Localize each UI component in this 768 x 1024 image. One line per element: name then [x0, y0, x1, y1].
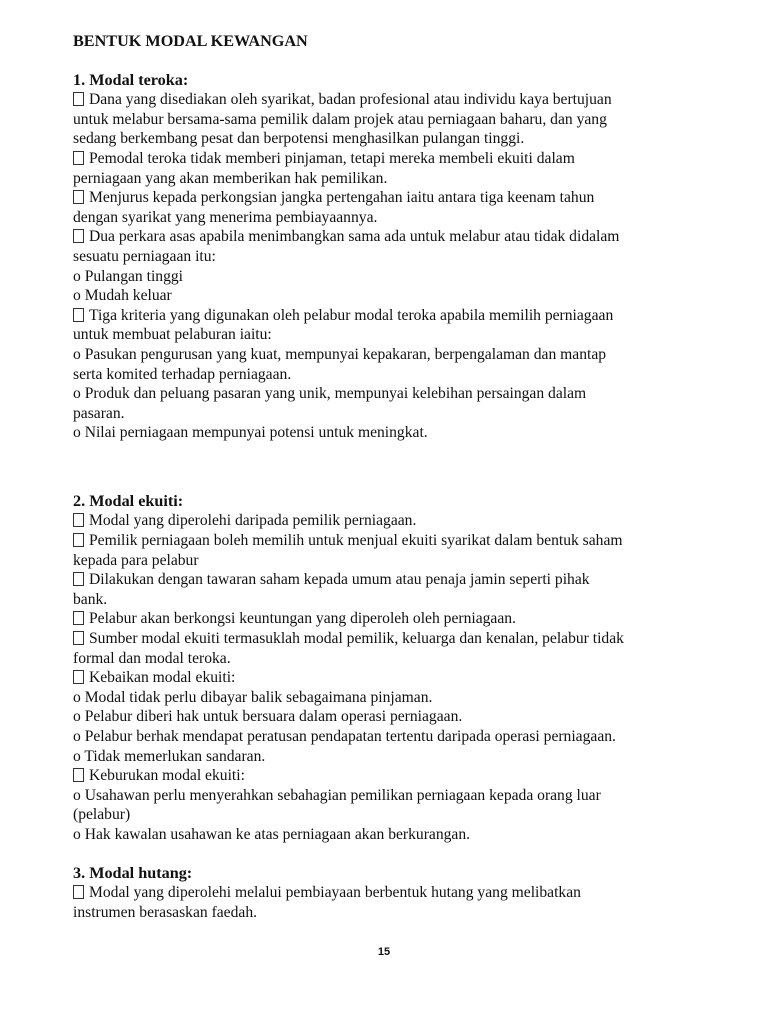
missing-glyph-bullet-icon	[73, 308, 84, 322]
paragraph-line	[73, 805, 723, 825]
paragraph-line	[73, 345, 723, 365]
section-modal-ekuiti	[73, 492, 723, 845]
line-text: o Usahawan perlu menyerahkan sebahagian pemilikan perniagaan kepada orang luar	[73, 786, 601, 804]
bullet-paragraph-line	[73, 188, 723, 208]
line-text: o Pelabur diberi hak untuk bersuara dalam operasi perniagaan.	[73, 708, 463, 726]
line-text: formal dan modal teroka.	[73, 649, 231, 667]
section-gap	[73, 845, 723, 864]
paragraph-line	[73, 727, 723, 747]
paragraph-line	[73, 551, 723, 571]
line-text: Pemilik perniagaan boleh memilih untuk menjual ekuiti syarikat dalam bentuk saham	[89, 532, 623, 550]
section-heading: 3. Modal hutang:	[73, 863, 193, 882]
line-text: o Hak kawalan usahawan ke atas perniagaan akan berkurangan.	[73, 825, 471, 843]
line-text: serta komited terhadap perniagaan.	[73, 365, 292, 383]
line-text: Dilakukan dengan tawaran saham kepada umum atau penaja jamin seperti pihak	[89, 571, 590, 589]
line-text: bank.	[73, 590, 108, 608]
line-text: Pemodal teroka tidak memberi pinjaman, tetapi mereka membeli ekuiti dalam	[89, 149, 575, 167]
paragraph-line	[73, 649, 723, 669]
line-text: o Pulangan tinggi	[73, 267, 184, 285]
bullet-paragraph-line	[73, 883, 723, 903]
line-text: perniagaan yang akan memberikan hak pemilikan.	[73, 169, 388, 187]
bullet-paragraph-line	[73, 629, 723, 649]
line-text: Keburukan modal ekuiti:	[89, 767, 245, 785]
missing-glyph-bullet-icon	[73, 631, 84, 645]
missing-glyph-bullet-icon	[73, 885, 84, 899]
line-text: Modal yang diperolehi daripada pemilik perniagaan.	[89, 512, 417, 530]
paragraph-line	[73, 325, 723, 345]
line-text: o Pasukan pengurusan yang kuat, mempunyai kepakaran, berpengalaman dan mantap	[73, 345, 607, 363]
paragraph-line	[73, 365, 723, 385]
line-text: instrumen berasaskan faedah.	[73, 903, 258, 921]
section-body	[73, 90, 723, 443]
bullet-paragraph-line	[73, 609, 723, 629]
paragraph-line	[73, 903, 723, 923]
bullet-paragraph-line	[73, 149, 723, 169]
section-heading: 2. Modal ekuiti:	[73, 491, 184, 510]
missing-glyph-bullet-icon	[73, 190, 84, 204]
line-text: (pelabur)	[73, 806, 131, 824]
bullet-paragraph-line	[73, 531, 723, 551]
line-text: Tiga kriteria yang digunakan oleh pelabur modal teroka apabila memilih perniagaan	[89, 306, 614, 324]
missing-glyph-bullet-icon	[73, 611, 84, 625]
paragraph-line	[73, 208, 723, 228]
section-heading: 1. Modal teroka:	[73, 70, 189, 89]
line-text: Dana yang disediakan oleh syarikat, badan profesional atau individu kaya bertujuan	[89, 91, 612, 109]
line-text: kepada para pelabur	[73, 551, 199, 569]
paragraph-line	[73, 110, 723, 130]
line-text: dengan syarikat yang menerima pembiayaannya.	[73, 208, 378, 226]
section-gap	[73, 443, 723, 492]
paragraph-line	[73, 384, 723, 404]
paragraph-line	[73, 707, 723, 727]
missing-glyph-bullet-icon	[73, 533, 84, 547]
bullet-paragraph-line	[73, 227, 723, 247]
paragraph-line	[73, 590, 723, 610]
section-body	[73, 883, 723, 922]
paragraph-line	[73, 286, 723, 306]
line-text: Dua perkara asas apabila menimbangkan sama ada untuk melabur atau tidak didalam	[89, 228, 620, 246]
line-text: Kebaikan modal ekuiti:	[89, 669, 236, 687]
document-title: BENTUK MODAL KEWANGAN	[73, 32, 308, 50]
missing-glyph-bullet-icon	[73, 572, 84, 586]
paragraph-line	[73, 129, 723, 149]
page-number: 15	[377, 946, 391, 958]
line-text: o Produk dan peluang pasaran yang unik, mempunyai kelebihan persaingan dalam	[73, 385, 587, 403]
missing-glyph-bullet-icon	[73, 92, 84, 106]
paragraph-line	[73, 688, 723, 708]
line-text: Modal yang diperolehi melalui pembiayaan berbentuk hutang yang melibatkan	[89, 884, 581, 902]
line-text: o Modal tidak perlu dibayar balik sebagaimana pinjaman.	[73, 688, 433, 706]
line-text: Pelabur akan berkongsi keuntungan yang diperoleh oleh perniagaan.	[89, 610, 516, 628]
line-text: untuk melabur bersama-sama pemilik dalam projek atau perniagaan baharu, dan yang	[73, 110, 607, 128]
bullet-paragraph-line	[73, 766, 723, 786]
missing-glyph-bullet-icon	[73, 229, 84, 243]
line-text: sesuatu perniagaan itu:	[73, 247, 216, 265]
bullet-paragraph-line	[73, 511, 723, 531]
paragraph-line	[73, 169, 723, 189]
missing-glyph-bullet-icon	[73, 670, 84, 684]
line-text: untuk membuat pelaburan iaitu:	[73, 326, 272, 344]
line-text: o Tidak memerlukan sandaran.	[73, 747, 266, 765]
paragraph-line	[73, 825, 723, 845]
missing-glyph-bullet-icon	[73, 151, 84, 165]
line-text: pasaran.	[73, 404, 125, 422]
line-text: o Mudah keluar	[73, 287, 172, 305]
section-body	[73, 511, 723, 844]
line-text: o Pelabur berhak mendapat peratusan pendapatan tertentu daripada operasi perniagaan.	[73, 728, 616, 745]
bullet-paragraph-line	[73, 90, 723, 110]
section-modal-hutang	[73, 864, 723, 923]
paragraph-line	[73, 267, 723, 287]
bullet-paragraph-line	[73, 306, 723, 326]
paragraph-line	[73, 423, 723, 443]
paragraph-line	[73, 786, 723, 806]
missing-glyph-bullet-icon	[73, 768, 84, 782]
line-text: sedang berkembang pesat dan berpotensi menghasilkan pulangan tinggi.	[73, 130, 525, 148]
missing-glyph-bullet-icon	[73, 513, 84, 527]
paragraph-line	[73, 747, 723, 767]
bullet-paragraph-line	[73, 668, 723, 688]
paragraph-line	[73, 404, 723, 424]
line-text: o Nilai perniagaan mempunyai potensi untuk meningkat.	[73, 424, 428, 442]
line-text: Sumber modal ekuiti termasuklah modal pemilik, keluarga dan kenalan, pelabur tidak	[89, 630, 624, 648]
section-modal-teroka	[73, 71, 723, 443]
paragraph-line	[73, 247, 723, 267]
bullet-paragraph-line	[73, 570, 723, 590]
line-text: Menjurus kepada perkongsian jangka pertengahan iaitu antara tiga keenam tahun	[89, 189, 595, 207]
document-page	[73, 32, 723, 922]
